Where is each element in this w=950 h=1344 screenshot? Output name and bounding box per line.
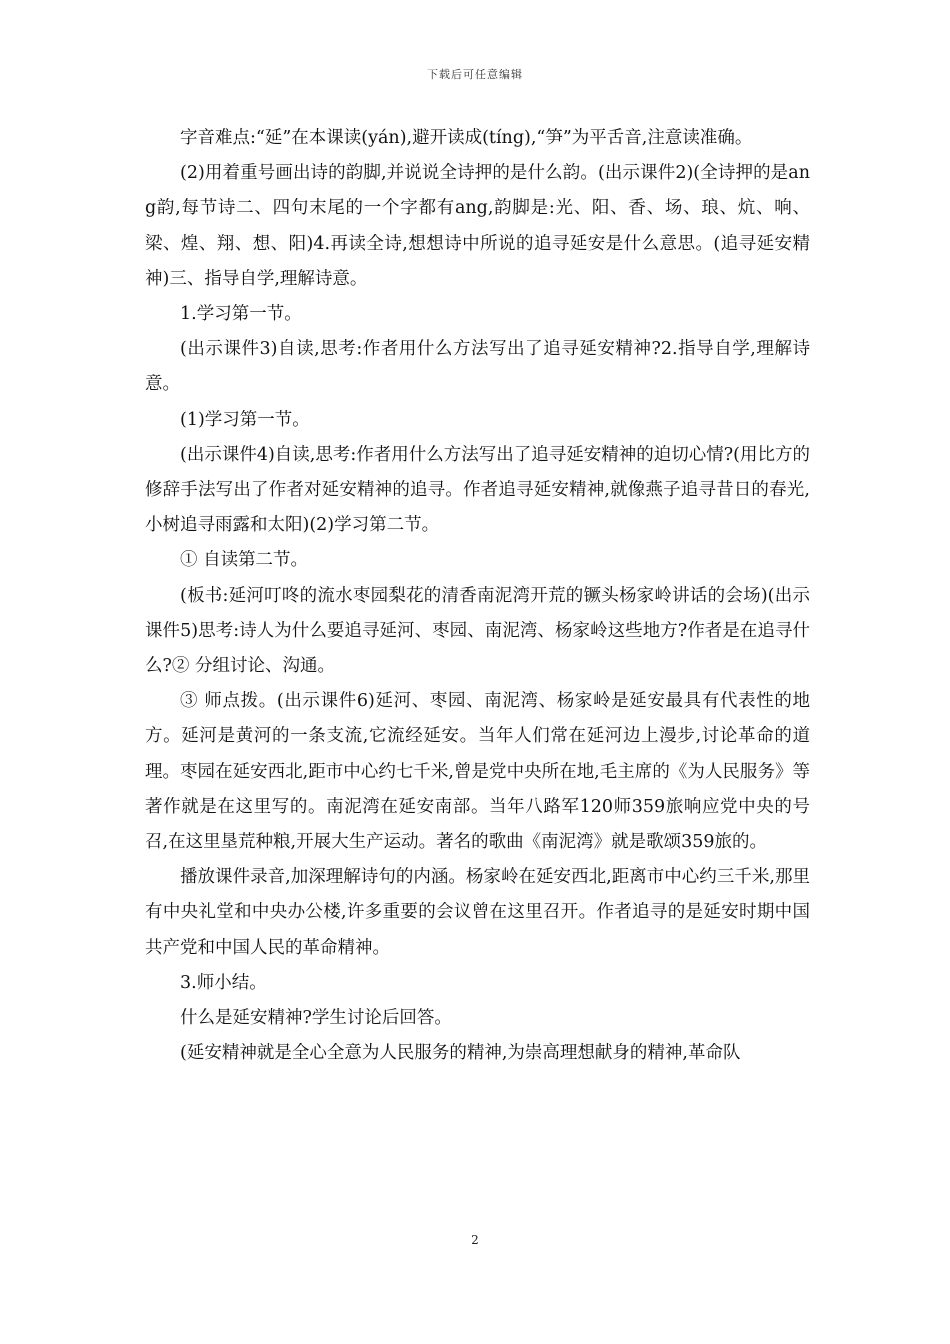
paragraph: 3.师小结。 [180, 972, 267, 993]
paragraph: (2)用着重号画出诗的韵脚,并说说全诗押的是什么韵。(出示课件2)(全诗押的是ang韵,每节诗二、四句末尾的一个字都有ang,韵脚是:光、阳、香、场、琅、炕、响、梁、煌、翔、想、阳)4.再读全诗,想想诗中所说的追寻延安是什么意思。(追寻延安精神)三、指导自学,理解诗意。 [145, 163, 810, 289]
paragraph: 1.学习第一节。 [180, 304, 302, 325]
paragraph: ③ 师点拨。(出示课件6)延河、枣园、南泥湾、杨家岭是延安最具有代表性的地方。延河是黄河的一条支流,它流经延安。当年人们常在延河边上漫步,讨论革命的道理。枣园在延安西北,距市中心约七千米,曾是党中央所在地,毛主席的《为人民服务》等著作就是在这里写的。南泥湾在延安南部。当年八路军120师359旅响应党中央的号召,在这里垦荒种粮,开展大生产运动。著名的歌曲《南泥湾》就是歌颂359旅的。 [145, 691, 810, 853]
paragraph: (延安精神就是全心全意为人民服务的精神,为崇高理想献身的精神,革命队 [180, 1043, 741, 1064]
paragraph: 字音难点:“延”在本课读(yán),避开读成(tíng),“笋”为平舌音,注意读准确。 [180, 128, 753, 148]
paragraph: (1)学习第一节。 [180, 409, 310, 430]
paragraph: ① 自读第二节。 [180, 550, 309, 571]
page-header: 下载后可任意编辑 [427, 68, 523, 81]
paragraph: (板书:延河叮咚的流水枣园梨花的清香南泥湾开荒的镢头杨家岭讲话的会场)(出示课件5)思考:诗人为什么要追寻延河、枣园、南泥湾、杨家岭这些地方?作者是在追寻什么?② 分组讨论、沟通。 [145, 585, 810, 677]
paragraph: 播放课件录音,加深理解诗句的内涵。杨家岭在延安西北,距离市中心约三千米,那里有中央礼堂和中央办公楼,许多重要的会议曾在这里召开。作者追寻的是延安时期中国共产党和中国人民的革命精神。 [145, 867, 810, 958]
document-body [145, 121, 810, 1071]
page-number: 2 [471, 1233, 479, 1247]
paragraph: (出示课件4)自读,思考:作者用什么方法写出了追寻延安精神的迫切心情?(用比方的修辞手法写出了作者对延安精神的追寻。作者追寻延安精神,就像燕子追寻昔日的春光,小树追寻雨露和太阳)(2)学习第二节。 [145, 444, 810, 536]
paragraph: 什么是延安精神?学生讨论后回答。 [180, 1008, 452, 1029]
paragraph: (出示课件3)自读,思考:作者用什么方法写出了追寻延安精神?2.指导自学,理解诗意。 [145, 339, 810, 395]
